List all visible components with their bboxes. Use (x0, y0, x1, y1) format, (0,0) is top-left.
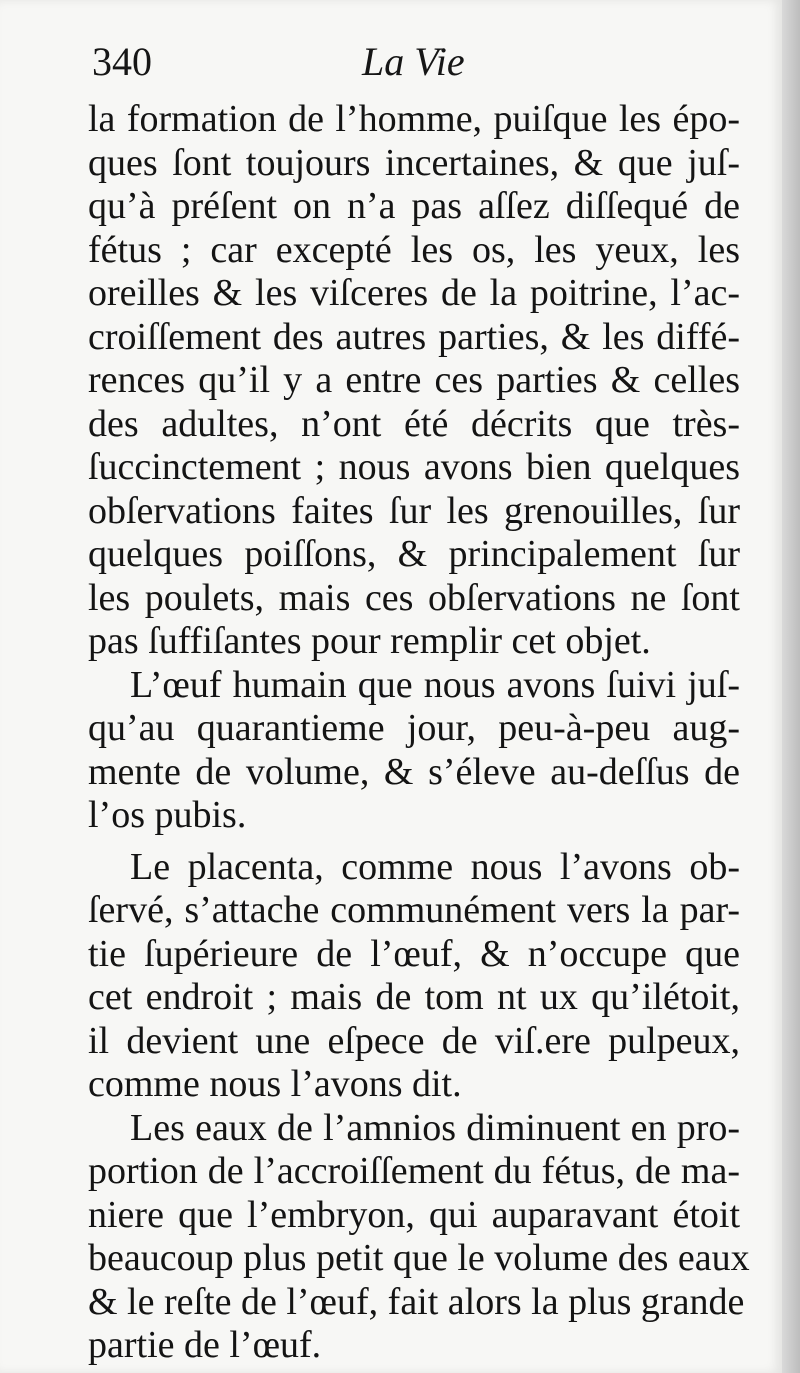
text-line: il devient une eſpece de viſ.ere pulpeux, (88, 1019, 740, 1062)
text-line: comme nous l’avons dit. (88, 1063, 462, 1105)
text-line: partie de l’œuf. (88, 1324, 322, 1366)
text-line: oreilles & les viſceres de la poitrine, l’ac- (88, 272, 740, 314)
text-line: portion de l’accroiſſement du fétus, de ma- (88, 1150, 740, 1192)
text-line: qu’au quarantieme jour, peu-à-peu aug- (88, 707, 740, 749)
text-line: pas ſuffiſantes pour remplir cet objet. (88, 620, 651, 662)
text-line: ques ſont toujours incertaines, & que juſ- (88, 141, 740, 184)
text-line: les poulets, mais ces obſervations ne ſont (88, 576, 740, 619)
text-line: rences qu’il y a entre ces parties & celles (88, 359, 740, 401)
text-line: fétus ; car excepté les os, les yeux, les (88, 228, 740, 271)
page-edge (782, 0, 800, 1373)
running-title: La Vie (362, 39, 465, 84)
text-line: quelques poiſſons, & principalement ſur (88, 533, 740, 575)
page-number: 340 (92, 39, 152, 84)
text-line: ſervé, s’attache communément vers la par- (88, 889, 740, 931)
paragraph (88, 664, 740, 838)
text-line: obſervations faites ſur les grenouilles, ſur (88, 489, 740, 532)
text-line: mente de volume, & s’éleve au-deſſus de (88, 750, 740, 793)
text-line: des adultes, n’ont été décrits que très- (88, 402, 740, 445)
paragraph (88, 98, 740, 664)
text-line: cet endroit ; mais de tom nt ux qu’ilétoit, (88, 976, 740, 1018)
text-line: croiſſement des autres parties, & les diffé- (88, 315, 740, 358)
text-line: la formation de l’homme, puiſque les épo- (88, 98, 740, 140)
text-line: ſuccinctement ; nous avons bien quelques (88, 446, 740, 488)
text-line: beaucoup plus petit que le volume des eaux (88, 1237, 750, 1279)
text-line: niere que l’embryon, qui auparavant étoit (88, 1193, 740, 1236)
page-header (92, 38, 702, 98)
text-line: Les eaux de l’amnios diminuent en pro- (130, 1106, 740, 1149)
text-line: qu’à préſent on n’a pas aſſez diſſequé de (88, 185, 740, 227)
text-line: Le placenta, comme nous l’avons ob- (130, 845, 740, 888)
paragraph-gap (88, 838, 740, 846)
text-line: l’os pubis. (88, 794, 247, 836)
text-line: L’œuf humain que nous avons ſuivi juſ- (130, 663, 740, 706)
text-line: tie ſupérieure de l’œuf, & n’occupe que (88, 932, 740, 975)
paragraph (88, 1106, 750, 1368)
text-line: & le reſte de l’œuf, fait alors la plus grande (88, 1280, 745, 1323)
body-text (88, 98, 750, 1368)
paragraph (88, 846, 740, 1107)
